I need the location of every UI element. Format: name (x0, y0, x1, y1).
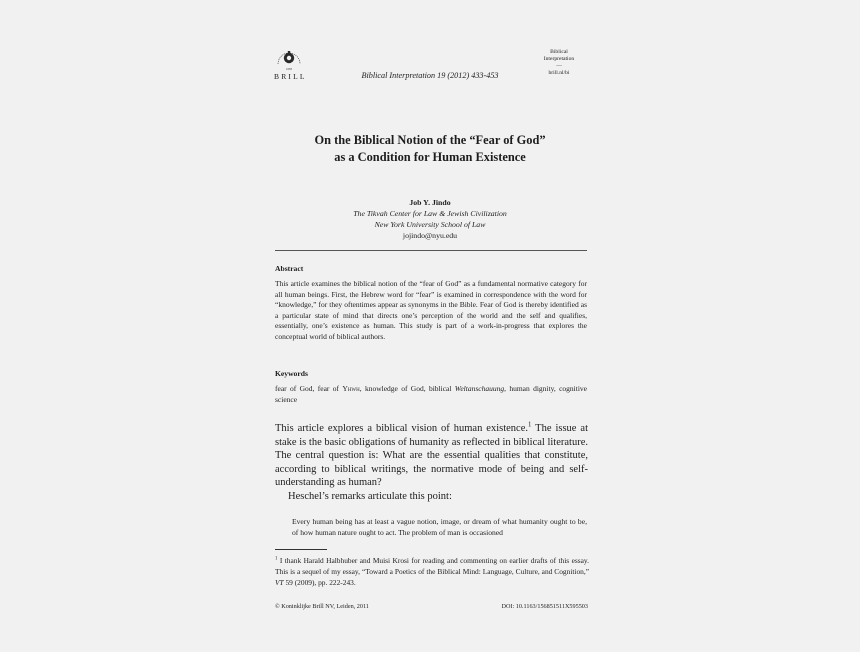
body-text-part: The issue at stake is the basic obligations of humanity as reflected in biblical literature. The central question is: What are the essential qualities that constitute, according to biblical writings, the normative mode of being and self-understanding as human? (275, 423, 588, 488)
keywords-part: , human dignity, cognitive science (275, 384, 587, 404)
author-affiliation: The Tikvah Center for Law & Jewish Civilization (353, 209, 507, 218)
footnote-text: VT (275, 578, 284, 588)
article-title (270, 132, 590, 166)
keywords-part: fear of God, fear of (275, 384, 343, 393)
journal-url-link[interactable]: brill.nl/bi (548, 70, 570, 76)
corner-line: Interpretation (543, 56, 575, 62)
keywords-part: , knowledge of God, biblical (359, 384, 455, 393)
document-page (270, 36, 590, 616)
abstract-heading: Abstract (275, 264, 304, 273)
footnote (275, 555, 589, 589)
keywords-heading: Keywords (275, 369, 308, 378)
footnote-divider (275, 549, 327, 550)
corner-line: Biblical (550, 49, 568, 55)
footnote-text: I thank Harald Halbhuber and Muisi Krosi for reading and commenting on earlier drafts of this essay. This is a sequel of my essay, “Toward a Poetics of the Biblical Mind: Language, Culture, and Cognition,” (275, 556, 589, 577)
brill-logo-icon (274, 42, 304, 72)
body-paragraph (275, 422, 588, 490)
doi-link[interactable]: DOI: 10.1163/156851511X595503 (501, 603, 588, 610)
publisher-name: BRILL (274, 72, 307, 81)
block-quote: Every human being has at least a vague notion, image, or dream of what humanity ought to be, of how human nature ought to act. The problem of man is occasioned (292, 517, 587, 537)
keywords-part: Weltanschauung (454, 384, 505, 393)
keywords-part: Yhwh (342, 384, 360, 393)
corner-line: — (556, 63, 562, 69)
author-name: Job Y. Jindo (409, 198, 451, 207)
body-paragraph: Heschel’s remarks articulate this point: (288, 491, 452, 502)
journal-issue: 19 (2012) 433-453 (435, 71, 499, 80)
author-email-link[interactable]: jojindo@nyu.edu (402, 231, 458, 240)
journal-corner-label (536, 49, 582, 77)
footnote-text: 59 (2009), pp. 222-243. (283, 578, 356, 588)
title-line-2: as a Condition for Human Existence (334, 150, 526, 164)
footnote-ref-link[interactable]: 1 (527, 421, 532, 429)
footnote-number: 1 (275, 556, 278, 562)
keywords-text (275, 384, 587, 405)
copyright-notice: © Koninklijke Brill NV, Leiden, 2011 (275, 603, 369, 610)
svg-text:1683: 1683 (286, 67, 292, 71)
body-text-part: This article explores a biblical vision of human existence. (275, 423, 528, 434)
journal-name: Biblical Interpretation (361, 71, 436, 80)
section-divider (275, 250, 587, 251)
author-block (270, 197, 590, 241)
abstract-text: This article examines the biblical notion of the “fear of God” as a fundamental normative category for all human beings. First, the Hebrew word for “fear” is examined in correspondence with the word for “knowledge,” for they oftentimes appear as synonyms in the Bible. Fear of God is thereby identified as a particular state of mind that directs one’s perception of the world and the self and qualifies, essentially, one’s existence as human. This study is part of a work-in-progress that explores the conceptual world of biblical authors. (275, 279, 587, 341)
title-line-1: On the Biblical Notion of the “Fear of God” (314, 133, 546, 147)
author-affiliation: New York University School of Law (374, 220, 486, 229)
